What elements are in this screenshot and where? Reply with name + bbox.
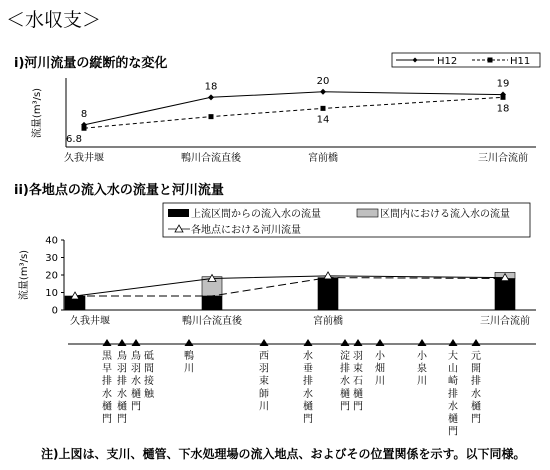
inflow-label-char: 水 <box>303 351 313 362</box>
inflow-label-char: 西 <box>259 351 269 362</box>
inflow-map <box>68 339 536 438</box>
inflow-marker <box>118 339 127 346</box>
inflow-label <box>259 350 269 412</box>
legend-flow-label: 各地点における河川流量 <box>191 225 301 236</box>
inflow-label-char: 鳥 <box>117 351 127 362</box>
inflow-label-char: 水 <box>131 376 141 388</box>
inflow-label-char: 早 <box>102 363 112 375</box>
data-label-h12: 18 <box>204 81 218 93</box>
inflow-label-char: 水 <box>448 401 458 413</box>
inflow-label <box>448 349 458 438</box>
inflow-label-char: 泉 <box>417 363 427 375</box>
inflow-label <box>303 349 313 425</box>
bar-upstream-inflow <box>318 278 338 310</box>
inflow-label-char: 水 <box>471 388 481 400</box>
inflow-label-char: 鳥 <box>131 351 141 362</box>
chart2-y-tick-label: 10 <box>45 288 58 299</box>
inflow-label-char: 排 <box>340 363 350 375</box>
inflow-label-char: 排 <box>471 376 481 388</box>
data-label-h12: 20 <box>316 75 330 87</box>
inflow-label-char: 川 <box>375 376 385 388</box>
chart2-title: ii)各地点の流入水の流量と河川流量 <box>14 183 224 198</box>
inflow-marker <box>341 339 350 346</box>
chart2-x-tick-label: 宮前橋 <box>313 316 343 327</box>
inflow-label-char: 師 <box>259 388 269 400</box>
chart2-y-tick-label: 40 <box>45 235 58 247</box>
series-h12-point <box>320 89 326 95</box>
chart1-x-tick-label: 久我井堰 <box>64 153 104 164</box>
upstream-inflow-connector <box>75 278 505 296</box>
inflow-marker <box>304 339 313 346</box>
inflow-label <box>102 350 113 425</box>
inflow-marker <box>354 339 363 346</box>
inflow-label-char: 樋 <box>353 388 363 400</box>
inflow-label-char: 川 <box>417 376 427 388</box>
inflow-label-char: 触 <box>144 388 154 400</box>
inflow-label-char: 大 <box>448 351 458 362</box>
inflow-label-char: 水 <box>102 388 112 400</box>
inflow-label <box>131 349 141 412</box>
inflow-label-char: 門 <box>353 401 363 413</box>
inflow-label-char: 砥 <box>144 351 154 362</box>
chart1-x-tick-label: 宮前橋 <box>308 153 338 164</box>
series-h11-point <box>82 126 87 131</box>
inflow-label-char: 樋 <box>102 401 112 413</box>
inflow-label-char: 水 <box>117 388 127 400</box>
inflow-label-char: 羽 <box>259 363 269 375</box>
chart1-title: i)河川流量の縦断的な変化 <box>14 56 168 71</box>
inflow-label-char: 樋 <box>131 388 141 400</box>
chart1-x-tick-label: 鴨川合流直後 <box>181 153 241 164</box>
inflow-label-char: 門 <box>131 401 141 413</box>
chart2-x-tick-label: 三川合流前 <box>480 316 530 327</box>
river-flow-line <box>75 276 505 296</box>
legend-h11-marker <box>488 58 493 63</box>
inflow-label-char: 畑 <box>375 363 385 375</box>
inflow-label-char: 元 <box>471 351 481 362</box>
inflow-label-char: 樋 <box>340 388 350 400</box>
inflow-label-char: 門 <box>102 414 112 425</box>
chart2-y-tick-label: 0 <box>51 305 58 317</box>
inflow-label-char: 小 <box>375 351 385 362</box>
page-title: ＜水収支＞ <box>6 9 102 31</box>
chart2-y-tick-label: 20 <box>45 270 58 282</box>
inflow-label-char: 樋 <box>471 401 481 413</box>
chart2-plot <box>17 236 536 328</box>
inflow-label-char: 川 <box>259 401 269 413</box>
series-h12-line <box>84 92 503 125</box>
inflow-label-char: 黒 <box>102 351 112 362</box>
data-label-h11: 6.8 <box>66 134 82 146</box>
inflow-label-char: 淀 <box>340 351 350 362</box>
inflow-label-char: 門 <box>117 414 127 425</box>
inflow-label-char: 山 <box>448 363 458 375</box>
inflow-label-char: 水 <box>303 388 313 400</box>
inflow-label-char: 羽 <box>131 363 141 375</box>
chart2-x-tick-label: 久我井堰 <box>70 316 110 327</box>
inflow-label-char: 小 <box>417 351 427 362</box>
inflow-label-char: 排 <box>448 388 458 400</box>
inflow-label-char: 排 <box>303 376 313 388</box>
inflow-label <box>471 350 481 425</box>
series-h11-point <box>501 95 506 100</box>
inflow-label-char: 樋 <box>117 401 127 413</box>
chart1-plot <box>30 76 536 164</box>
footnote: 注)上図は、支川、樋管、下水処理場の流入地点、およびその位置関係を示す。以下同様。 <box>41 447 526 461</box>
series-h11-point <box>321 106 326 111</box>
inflow-label-char: 門 <box>471 414 481 425</box>
inflow-label-char: 樋 <box>448 414 458 425</box>
inflow-label-char: 崎 <box>448 376 458 388</box>
inflow-label-char: 門 <box>303 414 313 425</box>
data-label-h12: 8 <box>80 108 88 120</box>
inflow-label-char: 垂 <box>303 363 313 375</box>
inflow-marker <box>185 339 194 346</box>
inflow-label-char: 排 <box>117 376 127 388</box>
bar-upstream-inflow <box>202 296 222 310</box>
data-label-h11: 18 <box>496 103 510 115</box>
inflow-label <box>117 349 127 425</box>
inflow-label-char: 羽 <box>117 363 127 375</box>
inflow-label-char: 門 <box>448 426 458 438</box>
series-h11-point <box>209 114 214 119</box>
inflow-label <box>353 350 363 412</box>
river-flow-point <box>324 272 332 279</box>
legend-section-label: 区間内における流入水の流量 <box>380 209 510 220</box>
chart1-ylabel: 流量(m³/s) <box>32 87 43 139</box>
inflow-label-char: 排 <box>102 376 112 388</box>
inflow-marker <box>418 339 427 346</box>
inflow-label-char: 間 <box>144 363 154 375</box>
inflow-label-char: 門 <box>340 401 350 413</box>
inflow-label-char: 開 <box>471 363 481 375</box>
chart1-x-tick-label: 三川合流前 <box>478 153 528 164</box>
series-h12-point <box>208 94 214 100</box>
chart2-legend <box>163 203 530 237</box>
legend-h11-label: H11 <box>510 56 531 67</box>
inflow-label <box>417 349 428 387</box>
inflow-label-char: 束 <box>259 376 269 388</box>
legend-upstream-swatch <box>168 209 189 217</box>
inflow-label-char: 水 <box>340 376 350 388</box>
inflow-label <box>375 349 386 387</box>
chart1-legend <box>392 53 540 67</box>
inflow-label <box>184 349 194 375</box>
inflow-label <box>144 350 155 400</box>
inflow-label-char: 束 <box>353 363 363 375</box>
inflow-label <box>340 349 350 412</box>
series-h11-line <box>84 97 503 128</box>
inflow-label-char: 鴨 <box>184 351 194 362</box>
inflow-marker <box>376 339 385 346</box>
inflow-label-char: 石 <box>353 376 363 388</box>
inflow-label-char: 接 <box>144 376 154 388</box>
data-label-h12: 19 <box>496 78 510 90</box>
legend-upstream-label: 上流区間からの流入水の流量 <box>191 209 321 220</box>
inflow-marker <box>260 339 269 346</box>
inflow-marker <box>472 339 481 346</box>
legend-h12-label: H12 <box>437 56 458 67</box>
bar-upstream-inflow <box>495 279 515 311</box>
data-label-h11: 14 <box>316 114 330 126</box>
inflow-marker <box>132 339 141 346</box>
chart2-x-tick-label: 鴨川合流直後 <box>182 316 242 327</box>
inflow-label-char: 樋 <box>303 401 313 413</box>
chart2-y-tick-label: 30 <box>45 253 58 264</box>
inflow-label-char: 川 <box>184 363 194 375</box>
inflow-marker <box>449 339 458 346</box>
chart2-ylabel: 流量(m³/s) <box>19 249 30 301</box>
legend-section-swatch <box>357 209 378 217</box>
inflow-label-char: 羽 <box>353 351 363 362</box>
inflow-marker <box>103 339 112 346</box>
